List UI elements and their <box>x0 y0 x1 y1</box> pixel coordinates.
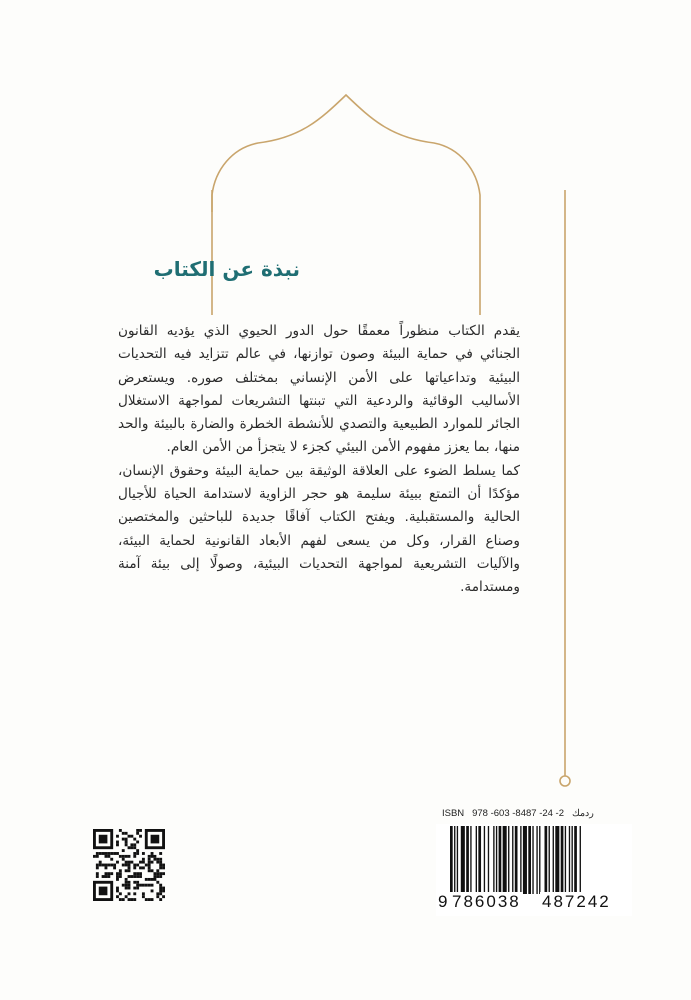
qr-module <box>125 869 128 872</box>
qr-module <box>125 884 128 887</box>
qr-module <box>105 855 108 858</box>
qr-module <box>96 864 99 867</box>
qr-module <box>156 861 159 864</box>
qr-module <box>142 895 145 898</box>
section-heading: نبذة عن الكتاب <box>153 257 300 281</box>
qr-module <box>113 864 116 867</box>
barcode-bar <box>484 826 485 894</box>
qr-module <box>116 889 119 892</box>
qr-module <box>99 852 102 855</box>
qr-module <box>133 887 136 890</box>
qr-module <box>102 864 105 867</box>
barcode-bar <box>545 826 548 894</box>
barcode-bar <box>555 826 559 894</box>
barcode-bar <box>523 826 527 894</box>
qr-module <box>148 884 151 887</box>
qr-module <box>133 866 136 869</box>
barcode-bar <box>565 826 566 894</box>
qr-module <box>136 872 139 875</box>
frame-right-line <box>480 165 481 195</box>
barcode-digits <box>436 892 632 914</box>
qr-module <box>139 861 142 864</box>
qr-module <box>119 892 122 895</box>
qr-module <box>93 855 96 858</box>
qr-module <box>156 858 159 861</box>
description-paragraph-1: يقدم الكتاب منظوراً معمقًا حول الدور الحيوي الذي يؤديه القانون الجنائي في حماية البيئة وصون توازنها، في عالم تتزايد فيه التحديات البيئية وتداعياتها على الأمن الإنساني بمختلف صوره. ويستعرض الأساليب الوقائية والردعية التي تبنتها التشريعات لمواجهة الاستغلال الجائر للموارد الطبيعية والتصدي للأنشطة الخطرة والضارة بالبيئة والحد منها، بما يعزز مفهوم الأمن البيئي كجزء لا يتجزأ من الأمن العام. <box>118 323 520 456</box>
qr-module <box>130 875 133 878</box>
qr-module <box>153 878 156 881</box>
qr-module <box>151 869 154 872</box>
qr-module <box>128 869 131 872</box>
qr-module <box>110 864 113 867</box>
qr-module <box>156 869 159 872</box>
qr-module <box>133 875 136 878</box>
barcode-bar <box>572 826 573 894</box>
qr-module <box>116 895 119 898</box>
qr-module <box>125 861 128 864</box>
qr-module <box>128 884 131 887</box>
qr-module <box>99 861 102 864</box>
qr-module <box>151 855 154 858</box>
qr-module <box>133 846 136 849</box>
qr-module <box>148 855 151 858</box>
arch-frame-line <box>212 95 480 315</box>
qr-module <box>125 832 128 835</box>
qr-module <box>148 866 151 869</box>
barcode-bar <box>508 826 509 894</box>
barcode-bar <box>528 826 531 894</box>
qr-module <box>110 858 113 861</box>
barcode-bar <box>561 826 564 894</box>
qr-module <box>125 887 128 890</box>
qr-module <box>116 843 119 846</box>
qr-module <box>139 875 142 878</box>
barcode-bar <box>466 826 469 894</box>
qr-module <box>136 852 139 855</box>
qr-module <box>116 852 119 855</box>
qr-module <box>136 829 139 832</box>
qr-module <box>162 895 165 898</box>
qr-module <box>122 864 125 867</box>
qr-module <box>136 864 139 867</box>
qr-module <box>122 838 125 841</box>
qr-module <box>96 872 99 875</box>
barcode-bar <box>512 826 513 894</box>
qr-module <box>156 875 159 878</box>
qr-module <box>96 866 99 869</box>
qr-module <box>133 852 136 855</box>
barcode-left-digits: 786038 <box>452 892 521 911</box>
qr-module <box>159 858 162 861</box>
qr-module <box>99 835 108 844</box>
barcode-first-digit: 9 <box>438 892 450 911</box>
barcode-bar <box>470 826 471 894</box>
qr-module <box>125 881 128 884</box>
qr-module <box>130 835 133 838</box>
qr-module <box>159 864 162 867</box>
qr-module <box>116 872 119 875</box>
qr-module <box>119 872 122 875</box>
qr-module <box>125 843 128 846</box>
qr-module <box>139 866 142 869</box>
qr-module <box>119 855 122 858</box>
isbn-line <box>442 808 622 819</box>
qr-module <box>162 889 165 892</box>
qr-module <box>113 852 116 855</box>
qr-module <box>130 846 133 849</box>
barcode-bar <box>503 826 507 894</box>
qr-module <box>105 864 108 867</box>
qr-module <box>128 887 131 890</box>
qr-module <box>151 861 154 864</box>
qr-module <box>128 875 131 878</box>
qr-module <box>142 852 145 855</box>
qr-module <box>125 841 128 844</box>
qr-module <box>133 898 136 901</box>
qr-module <box>136 875 139 878</box>
qr-module <box>128 892 131 895</box>
qr-module <box>151 852 154 855</box>
frame-end-circle <box>560 776 570 786</box>
barcode-bar <box>520 826 521 894</box>
qr-module <box>133 892 136 895</box>
qr-module <box>136 832 139 835</box>
qr-module <box>136 881 139 884</box>
qr-module <box>119 869 122 872</box>
qr-module <box>128 855 131 858</box>
barcode-bar <box>532 826 533 894</box>
qr-module <box>128 864 131 867</box>
qr-module <box>122 832 125 835</box>
isbn-arabic-label: ردمك <box>571 808 594 819</box>
qr-module <box>102 875 105 878</box>
qr-module <box>153 875 156 878</box>
qr-module <box>107 872 110 875</box>
barcode-bar <box>549 826 550 894</box>
qr-module <box>130 861 133 864</box>
barcode-bar <box>488 826 489 894</box>
qr-module <box>119 829 122 832</box>
qr-module <box>105 872 108 875</box>
qr-module <box>142 858 145 861</box>
qr-module <box>156 881 159 884</box>
qr-module <box>130 843 133 846</box>
qr-module <box>133 843 136 846</box>
qr-module <box>125 864 128 867</box>
qr-module <box>159 872 162 875</box>
qr-module <box>136 841 139 844</box>
qr-module <box>145 898 148 901</box>
qr-module <box>159 866 162 869</box>
qr-module <box>145 878 148 881</box>
qr-module <box>128 898 131 901</box>
qr-module <box>159 887 162 890</box>
qr-module <box>128 866 131 869</box>
qr-module <box>128 846 131 849</box>
qr-module <box>159 892 162 895</box>
qr-module <box>156 892 159 895</box>
qr-module <box>162 872 165 875</box>
qr-module <box>148 898 151 901</box>
qr-module <box>128 861 131 864</box>
qr-module <box>145 864 148 867</box>
qr-code-icon <box>93 829 165 901</box>
qr-module <box>122 898 125 901</box>
qr-module <box>151 884 154 887</box>
qr-module <box>96 852 99 855</box>
qr-module <box>133 872 136 875</box>
qr-module <box>153 872 156 875</box>
qr-module <box>139 872 142 875</box>
qr-module <box>116 841 119 844</box>
qr-module <box>99 864 102 867</box>
qr-module <box>159 898 162 901</box>
isbn-label: ISBN <box>442 808 465 819</box>
qr-module <box>130 898 133 901</box>
qr-module <box>156 872 159 875</box>
qr-module <box>128 881 131 884</box>
qr-module <box>110 872 113 875</box>
barcode-right-digits: 487242 <box>542 892 611 911</box>
qr-module <box>151 889 154 892</box>
qr-module <box>99 887 108 896</box>
qr-module <box>162 887 165 890</box>
barcode-bar <box>478 826 481 894</box>
qr-module <box>151 835 160 844</box>
qr-module <box>119 898 122 901</box>
qr-module <box>136 849 139 852</box>
qr-module <box>153 855 156 858</box>
qr-module <box>122 855 125 858</box>
description-paragraph-2: كما يسلط الضوء على العلاقة الوثيقة بين حماية البيئة وحقوق الإنسان، مؤكدًا أن التمتع ببيئة سليمة هو حجر الزاوية لاستدامة الحياة للأجيال الحالية والمستقبلية. ويفتح الكتاب آفاقًا جديدة للباحثين والمختصين وصناع القرار، وكل من يسعى لفهم الأبعاد القانونية لحماية البيئة، والآليات التشريعية لمواجهة التحديات البيئية، وصولًا إلى بيئة آمنة ومستدامة. <box>118 462 520 596</box>
qr-module <box>145 884 148 887</box>
barcode-bar <box>499 826 502 894</box>
qr-module <box>125 855 128 858</box>
qr-module <box>159 861 162 864</box>
qr-module <box>139 884 142 887</box>
qr-module <box>148 878 151 881</box>
qr-module <box>133 838 136 841</box>
qr-module <box>142 884 145 887</box>
qr-module <box>159 852 162 855</box>
qr-module <box>133 864 136 867</box>
qr-module <box>148 869 151 872</box>
qr-module <box>156 895 159 898</box>
barcode <box>436 824 632 916</box>
qr-module <box>96 875 99 878</box>
qr-module <box>107 852 110 855</box>
qr-module <box>116 861 119 864</box>
qr-module <box>136 887 139 890</box>
book-description <box>118 320 520 600</box>
qr-module <box>122 849 125 852</box>
qr-module <box>142 892 145 895</box>
qr-module <box>113 866 116 869</box>
qr-module <box>107 855 110 858</box>
qr-module <box>128 835 131 838</box>
qr-module <box>148 858 151 861</box>
barcode-bar <box>539 826 540 894</box>
qr-module <box>122 858 125 861</box>
qr-module <box>142 861 145 864</box>
qr-module <box>162 864 165 867</box>
qr-module <box>139 829 142 832</box>
qr-module <box>105 875 108 878</box>
barcode-bar <box>457 826 458 894</box>
qr-module <box>159 875 162 878</box>
qr-module <box>151 878 154 881</box>
barcode-bar <box>536 826 537 894</box>
barcode-bar <box>569 826 570 894</box>
qr-module <box>116 887 119 890</box>
qr-module <box>148 861 151 864</box>
qr-module <box>105 866 108 869</box>
qr-module <box>162 866 165 869</box>
barcode-bar <box>574 826 577 894</box>
qr-module <box>116 835 119 838</box>
qr-module <box>139 835 142 838</box>
qr-module <box>148 864 151 867</box>
qr-module <box>133 855 136 858</box>
qr-module <box>116 875 119 878</box>
qr-module <box>116 878 119 881</box>
qr-module <box>151 898 154 901</box>
qr-module <box>136 884 139 887</box>
qr-module <box>122 884 125 887</box>
qr-module <box>107 875 110 878</box>
barcode-bar <box>461 826 465 894</box>
qr-module <box>107 864 110 867</box>
qr-module <box>159 884 162 887</box>
qr-module <box>142 866 145 869</box>
qr-module <box>125 895 128 898</box>
qr-module <box>153 858 156 861</box>
barcode-bar <box>553 826 554 894</box>
qr-module <box>125 838 128 841</box>
qr-module <box>102 852 105 855</box>
qr-module <box>133 881 136 884</box>
qr-module <box>159 889 162 892</box>
qr-module <box>119 875 122 878</box>
barcode-bar <box>476 826 477 894</box>
barcode-bar <box>493 826 494 894</box>
qr-module <box>105 852 108 855</box>
qr-module <box>125 878 128 881</box>
barcode-bar <box>496 826 497 894</box>
isbn-number: 978 -603 -8487 -24 -2 <box>472 808 565 819</box>
qr-module <box>110 852 113 855</box>
qr-module <box>96 855 99 858</box>
